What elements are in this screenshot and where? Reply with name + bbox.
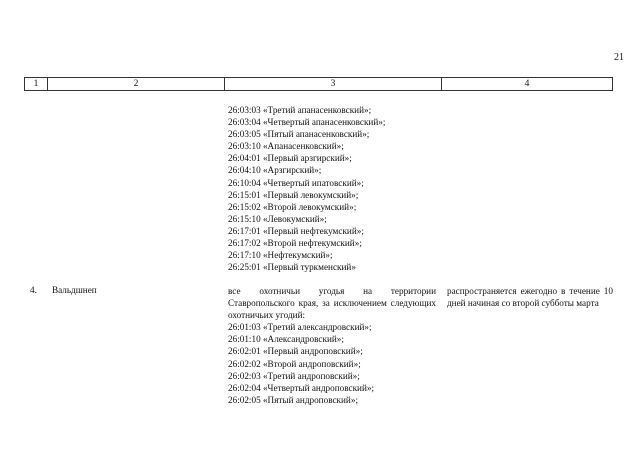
list-item: 26:10:04 «Четвертый ипатовский»; (228, 177, 364, 188)
list-item: 26:01:03 «Третий александровский»; (228, 322, 372, 333)
list-item: 26:15:02 «Второй левокумский»; (228, 201, 357, 212)
row-number: 4. (30, 285, 37, 295)
term-cell: распространяется ежегодно в течение 10 дней начиная со второй субботы марта (447, 286, 613, 309)
list-item: 26:01:10 «Александровский»; (228, 334, 344, 345)
list-item: 26:25:01 «Первый туркменский» (228, 262, 356, 273)
species-name: Вальдшнеп (52, 285, 97, 295)
list-item: 26:03:03 «Третий апанасенковский»; (228, 105, 372, 115)
continuation-list (228, 104, 385, 273)
header-col-1: 1 (25, 78, 48, 91)
column-header-row (24, 77, 613, 91)
list-item: 26:03:04 «Четвертый апанасенковский»; (228, 117, 386, 128)
list-item: 26:02:03 «Третий андроповский»; (228, 370, 360, 381)
header-col-4: 4 (442, 78, 613, 91)
header-col-2: 2 (48, 78, 225, 91)
list-item: 26:02:02 «Второй андроповский»; (228, 358, 361, 369)
list-item: 26:04:10 «Арзгирский»; (228, 165, 322, 176)
list-item: 26:17:10 «Нефтекумский»; (228, 250, 333, 261)
list-item: 26:02:01 «Первый андроповский»; (228, 346, 363, 357)
list-item: 26:17:02 «Второй нефтекумский»; (228, 238, 362, 249)
list-item: 26:03:05 «Пятый апанасенковский»; (228, 129, 370, 140)
list-item: 26:02:05 «Пятый андроповский»; (228, 394, 358, 405)
list-item: 26:03:10 «Апанасенковский»; (228, 141, 344, 152)
list-item: 26:04:01 «Первый арзгирский»; (228, 153, 352, 164)
territory-list (228, 321, 436, 406)
list-item: 26:17:01 «Первый нефтекумский»; (228, 225, 364, 236)
page-number: 21 (614, 52, 624, 63)
list-item: 26:02:04 «Четвертый андроповский»; (228, 382, 375, 393)
list-item: 26:15:10 «Левокумский»; (228, 213, 327, 224)
territory-intro: все охотничьи угодья на территории Ставропольского края, за исключением следующих охотничьих угодий: (228, 286, 436, 321)
header-col-3: 3 (225, 78, 442, 91)
territory-cell (228, 285, 436, 406)
list-item: 26:15:01 «Первый левокумский»; (228, 189, 359, 200)
